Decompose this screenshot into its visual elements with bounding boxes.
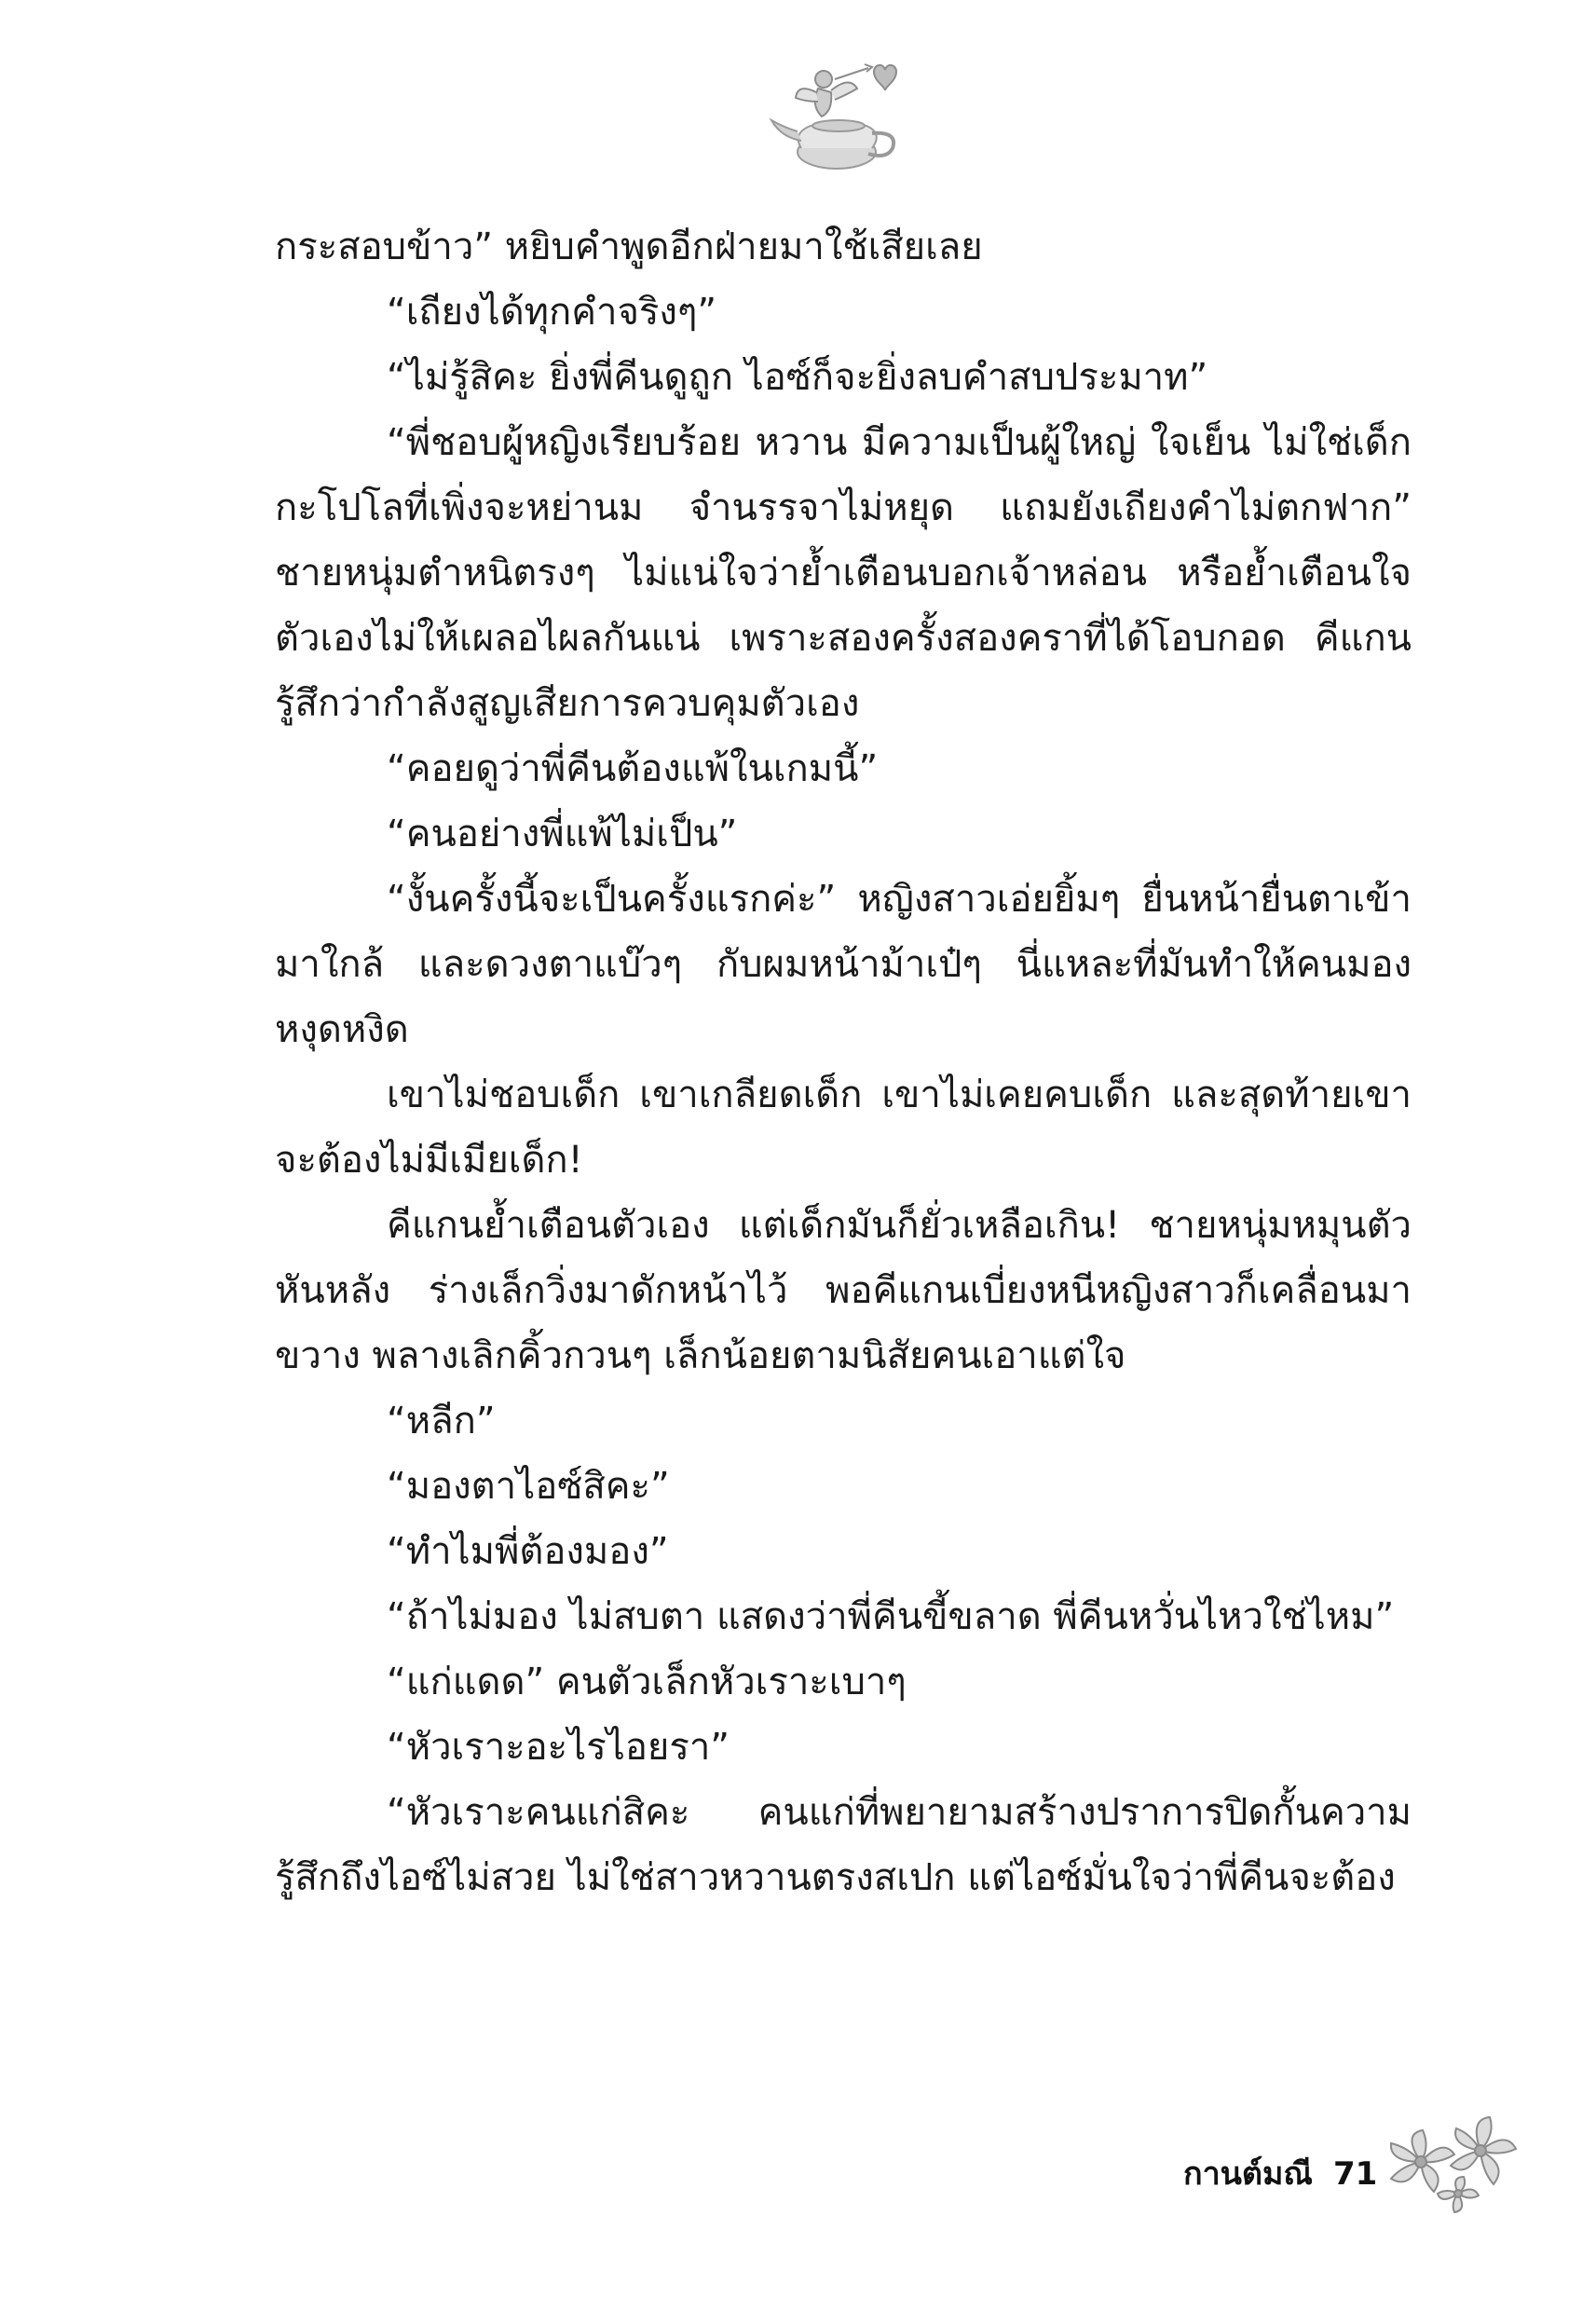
paragraph: “คนอย่างพี่แพ้ไม่เป็น” [387,813,738,855]
paragraph: “คอยดูว่าพี่คีนต้องแพ้ในเกมนี้” [387,747,879,790]
paragraph: “หัวเราะอะไรไอยรา” [387,1726,730,1769]
paragraph: คีแกนย้ำเตือนตัวเอง แต่เด็กมันก็ยั่วเหลือเกิน! ชายหนุ่มหมุนตัวหันหลัง ร่างเล็กวิ่งมาดักหน้าไว้ พอคีแกนเบี่ยงหนีหญิงสาวก็เคลื่อนมาขวาง พลางเลิกคิ้วกวนๆ เล็กน้อยตามนิสัยคนเอาแต่ใจ [275,1204,1412,1377]
paragraph: “ถ้าไม่มอง ไม่สบตา แสดงว่าพี่คีนขี้ขลาด พี่คีนหวั่นไหวใช่ไหม” [387,1595,1395,1638]
paragraph: “ทำไมพี่ต้องมอง” [387,1530,669,1573]
body-text [275,214,1412,2171]
paragraph: เขาไม่ชอบเด็ก เขาเกลียดเด็ก เขาไม่เคยคบเด็ก และสุดท้ายเขาจะต้องไม่มีเมียเด็ก! [275,1073,1412,1182]
paragraph: “หัวเราะคนแก่สิคะ คนแก่ที่พยายามสร้างปราการปิดกั้นความรู้สึกถึงไอซ์ไม่สวย ไม่ใช่สาวหวานตรงสเปก แต่ไอซ์มั่นใจว่าพี่คีนจะต้อง [275,1791,1412,1899]
paragraph: “หลีก” [387,1400,496,1443]
paragraph: “มองตาไอซ์สิคะ” [387,1465,670,1508]
book-title: กานต์มณี [1183,2155,1313,2193]
flower-cluster-icon [1365,2097,1542,2218]
paragraph: “ไม่รู้สิคะ ยิ่งพี่คีนดูถูก ไอซ์ก็จะยิ่งลบคำสบประมาท” [387,356,1208,399]
cupid-teapot-ornament-icon [764,51,913,182]
paragraph: “เถียงได้ทุกคำจริงๆ” [387,291,717,334]
paragraph: “งั้นครั้งนี้จะเป็นครั้งแรกค่ะ” หญิงสาวเอ่ยยิ้มๆ ยื่นหน้ายื่นตาเข้ามาใกล้ และดวงตาแบ๊วๆ กับผมหน้าม้าเป๋ๆ นี่แหละที่มันทำให้คนมองหงุดหงิด [275,878,1412,1051]
paragraph: “พี่ชอบผู้หญิงเรียบร้อย หวาน มีความเป็นผู้ใหญ่ ใจเย็น ไม่ใช่เด็กกะโปโลที่เพิ่งจะหย่านม จำนรรจาไม่หยุด แถมยังเถียงคำไม่ตกฟาก” ชายหนุ่มตำหนิตรงๆ ไม่แน่ใจว่าย้ำเตือนบอกเจ้าหล่อน หรือย้ำเตือนใจตัวเองไม่ให้เผลอไผลกันแน่ เพราะสองครั้งสองคราที่ได้โอบกอด คีแกนรู้สึกว่ากำลังสูญเสียการควบคุมตัวเอง [275,421,1412,725]
paragraph: กระสอบข้าว” หยิบคำพูดอีกฝ่ายมาใช้เสียเลย [275,226,983,268]
page-number: 71 [1332,2155,1378,2193]
page-footer [1183,2148,1377,2198]
paragraph: “แก่แดด” คนตัวเล็กหัวเราะเบาๆ [387,1661,907,1703]
